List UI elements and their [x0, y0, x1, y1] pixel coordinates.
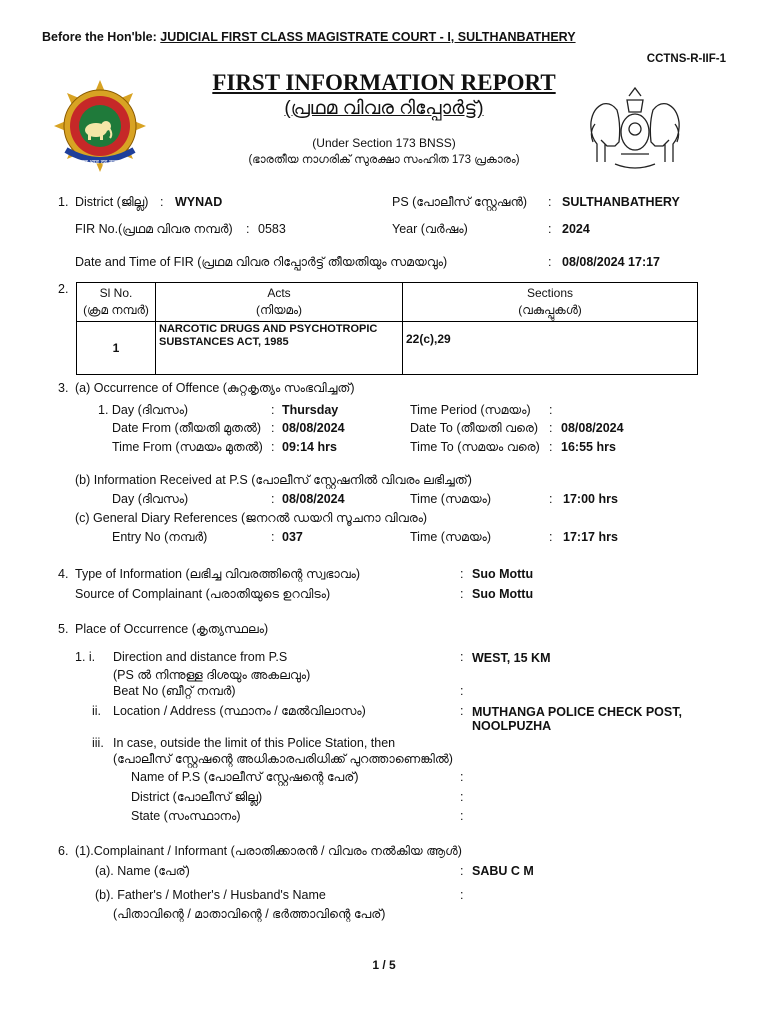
page-title: FIRST INFORMATION REPORT	[212, 70, 556, 95]
colon: :	[271, 403, 275, 417]
section-6-number: 6.	[58, 844, 69, 858]
colon: :	[246, 222, 250, 236]
column-header-sections: Sections (വകുപ്പുകൾ)	[403, 283, 698, 322]
section-5-number: 5.	[58, 622, 69, 636]
occurrence-heading: (a) Occurrence of Offence (കുറ്റകൃത്യം സംഭവിച്ചത്)	[75, 381, 355, 395]
diary-time-label: Time (സമയം)	[410, 530, 491, 544]
section-4-number: 4.	[58, 567, 69, 581]
received-day-value: 08/08/2024	[282, 492, 345, 506]
colon: :	[548, 255, 552, 269]
colon: :	[460, 704, 464, 718]
general-diary-heading: (c) General Diary References (ജനറൽ ഡയറി സൂചനാ വിവരം)	[75, 511, 428, 525]
year-label: Year (വർഷം)	[392, 222, 468, 236]
diary-time-value: 17:17 hrs	[563, 530, 618, 544]
complainant-name-label: (a). Name (പേര്)	[95, 864, 190, 878]
relative-name-label-ml: (പിതാവിന്റെ / മാതാവിന്റെ / ഭർത്താവിന്റെ പേര്)	[113, 907, 386, 921]
police-station-value: SULTHANBATHERY	[562, 195, 680, 209]
item-iii-number: iii.	[92, 736, 104, 750]
colon: :	[271, 492, 275, 506]
outside-limit-text: In case, outside the limit of this Police Station, then	[113, 736, 396, 750]
item-i-number: 1. i.	[75, 650, 96, 664]
colon: :	[460, 587, 464, 601]
fir-number-label: FIR No.(പ്രഥമ വിവര നമ്പർ)	[75, 222, 233, 236]
section-1-number: 1.	[58, 195, 69, 209]
colon: :	[460, 790, 464, 804]
time-period-label: Time Period (സമയം)	[410, 403, 531, 417]
item-ii-number: ii.	[92, 704, 102, 718]
table-header-row	[77, 283, 698, 322]
form-code: CCTNS-R-IIF-1	[646, 53, 726, 65]
received-time-value: 17:00 hrs	[563, 492, 618, 506]
colon: :	[460, 809, 464, 823]
column-header-sl: Sl No. (ക്രമ നമ്പർ)	[77, 283, 156, 322]
location-value-line-1: MUTHANGA POLICE CHECK POST,	[472, 705, 682, 719]
cell-act: NARCOTIC DRUGS AND PSYCHOTROPIC SUBSTANCES ACT, 1985	[156, 322, 403, 375]
time-from-label: Time From (സമയം മുതൽ)	[112, 440, 263, 454]
svg-text:मृदु भाव दृढ कृत्य: मृदु भाव दृढ कृत्य	[81, 159, 119, 166]
acts-table	[76, 282, 698, 375]
colon: :	[549, 530, 553, 544]
section-3-number: 3.	[58, 381, 69, 395]
colon: :	[549, 403, 553, 417]
date-from-label: Date From (തീയതി മുതൽ)	[112, 421, 262, 435]
time-to-label: Time To (സമയം വരെ)	[410, 440, 540, 454]
place-heading: Place of Occurrence (കൃത്യസ്ഥലം)	[75, 622, 269, 636]
colon: :	[460, 864, 464, 878]
received-day-label: Day (ദിവസം)	[112, 492, 189, 506]
colon: :	[271, 440, 275, 454]
info-type-value: Suo Mottu	[472, 567, 534, 581]
police-station-label: PS (പോലീസ് സ്റ്റേഷൻ)	[392, 195, 528, 209]
column-header-acts: Acts (നിയമം)	[156, 283, 403, 322]
colon: :	[549, 421, 553, 435]
other-ps-name-label: Name of P.S (പോലീസ് സ്റ്റേഷന്റെ പേര്)	[131, 770, 359, 784]
fir-number-value: 0583	[258, 222, 286, 236]
district-label: District (ജില്ല)	[75, 195, 149, 209]
info-received-heading: (b) Information Received at P.S (പോലീസ് സ്റ്റേഷനിൽ വിവരം ലഭിച്ചത്)	[75, 473, 472, 487]
colon: :	[460, 567, 464, 581]
cell-sections: 22(c),29	[403, 322, 698, 375]
complainant-source-value: Suo Mottu	[472, 587, 534, 601]
colon: :	[460, 770, 464, 784]
relative-name-label: (b). Father's / Mother's / Husband's Name	[95, 888, 326, 902]
table-row	[77, 322, 698, 375]
info-type-label: Type of Information (ലഭിച്ച വിവരത്തിന്റെ സ്വഭാവം)	[75, 567, 361, 581]
fir-datetime-label: Date and Time of FIR (പ്രഥമ വിവര റിപ്പോർട്ട് തീയതിയും സമയവും)	[75, 255, 448, 269]
date-to-value: 08/08/2024	[561, 421, 624, 435]
colon: :	[460, 888, 464, 902]
court-name: JUDICIAL FIRST CLASS MAGISTRATE COURT - I, SULTHANBATHERY	[160, 30, 576, 44]
year-value: 2024	[562, 222, 590, 236]
district-value: WYNAD	[175, 195, 223, 209]
direction-label: Direction and distance from P.S	[113, 650, 288, 664]
date-to-label: Date To (തീയതി വരെ)	[410, 421, 539, 435]
colon: :	[160, 195, 164, 209]
cell-sl: 1	[77, 322, 156, 375]
received-time-label: Time (സമയം)	[410, 492, 491, 506]
other-district-label: District (പോലീസ് ജില്ല)	[131, 790, 263, 804]
day-label: 1. Day (ദിവസം)	[98, 403, 189, 417]
section-2-number: 2.	[58, 282, 69, 296]
location-value-line-2: NOOLPUZHA	[472, 719, 552, 733]
other-state-label: State (സംസ്ഥാനം)	[131, 809, 241, 823]
court-line	[42, 30, 576, 44]
complainant-heading: (1).Complainant / Informant (പരാതിക്കാരൻ / വിവരം നൽകിയ ആൾ)	[75, 844, 462, 858]
date-from-value: 08/08/2024	[282, 421, 345, 435]
kerala-police-emblem-icon	[52, 78, 148, 174]
direction-value: WEST, 15 KM	[472, 651, 551, 665]
time-from-value: 09:14 hrs	[282, 440, 337, 454]
beat-label: Beat No (ബീറ്റ് നമ്പർ)	[113, 684, 236, 698]
entry-number-value: 037	[282, 530, 303, 544]
location-label: Location / Address (സ്ഥാനം / മേൽവിലാസം)	[113, 704, 366, 718]
colon: :	[549, 440, 553, 454]
page-number: 1 / 5	[372, 958, 396, 972]
fir-datetime-value: 08/08/2024 17:17	[562, 255, 661, 269]
court-prefix: Before the Hon'ble:	[42, 30, 157, 44]
direction-label-ml: (PS ൽ നിന്നുള്ള ദിശയും അകലവും)	[113, 668, 311, 682]
time-to-value: 16:55 hrs	[561, 440, 616, 454]
colon: :	[271, 421, 275, 435]
colon: :	[460, 650, 464, 664]
day-value: Thursday	[282, 403, 339, 417]
kerala-state-emblem-icon	[585, 84, 685, 174]
colon: :	[548, 195, 552, 209]
colon: :	[548, 222, 552, 236]
under-section-ml: (ഭാരതീയ നാഗരിക് സുരക്ഷാ സംഹിത 173 പ്രകാരം)	[248, 154, 520, 166]
colon: :	[549, 492, 553, 506]
under-section: (Under Section 173 BNSS)	[312, 136, 456, 150]
colon: :	[460, 684, 464, 698]
colon: :	[271, 530, 275, 544]
complainant-name-value: SABU C M	[472, 864, 534, 878]
page-title-ml: (പ്രഥമ വിവര റിപ്പോർട്ട്)	[284, 98, 484, 119]
outside-limit-text-ml: (പോലീസ് സ്റ്റേഷന്റെ അധികാരപരിധിക്ക് പുറത്താണെങ്കിൽ)	[113, 752, 453, 766]
entry-number-label: Entry No (നമ്പർ)	[112, 530, 208, 544]
complainant-source-label: Source of Complainant (പരാതിയുടെ ഉറവിടം)	[75, 587, 331, 601]
